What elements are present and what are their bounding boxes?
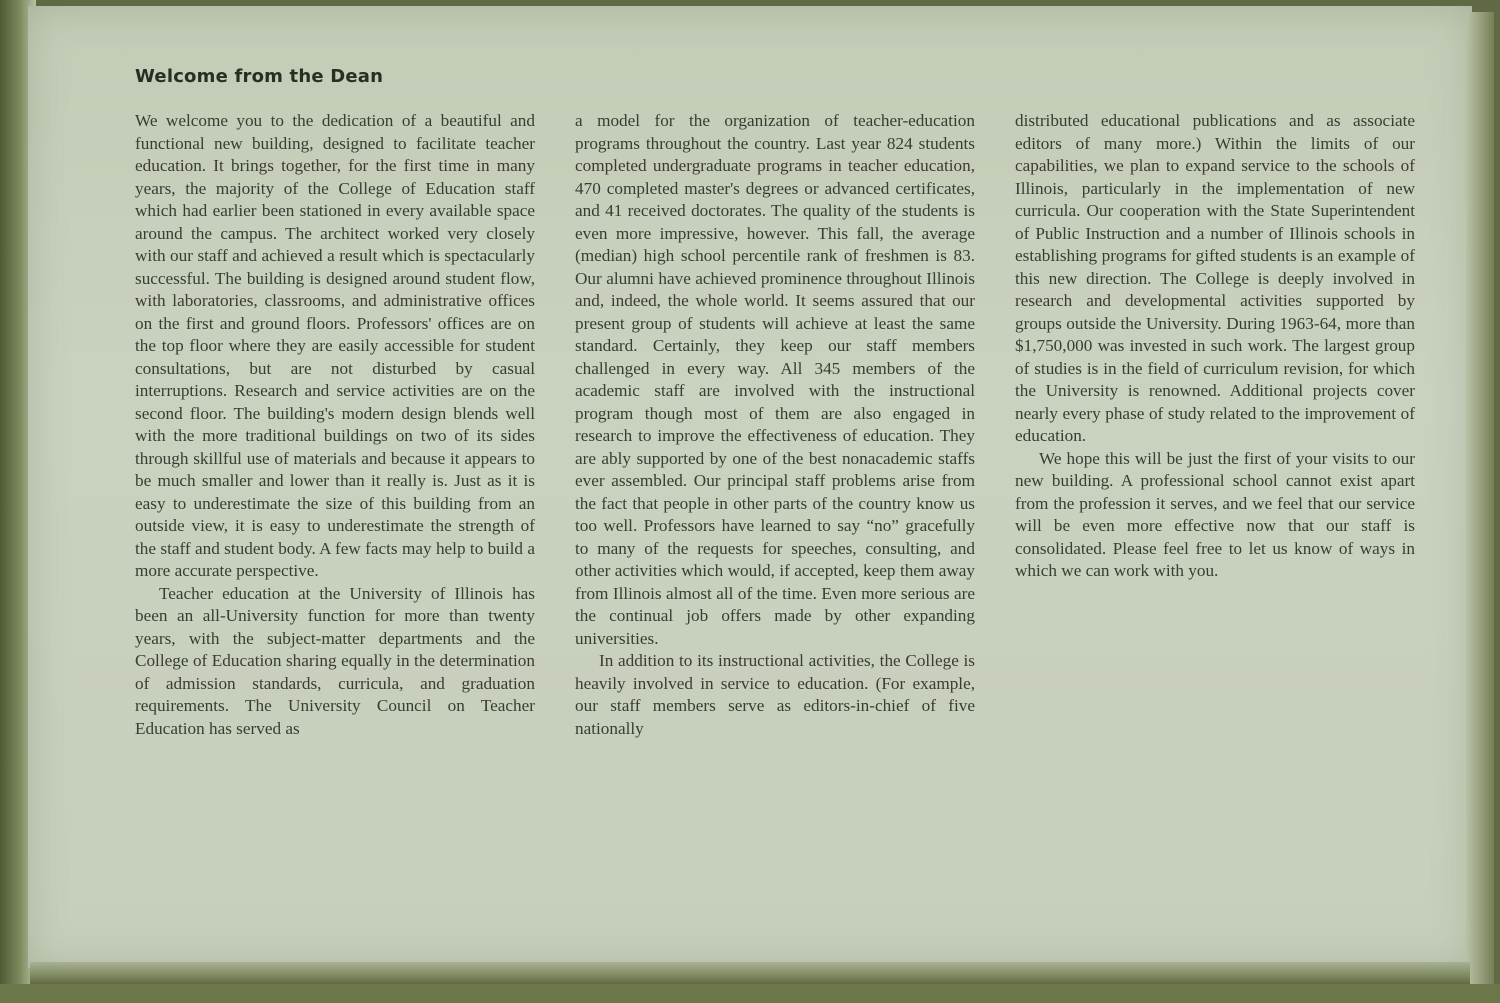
page-edge-right xyxy=(1466,12,1494,984)
text-column-2 xyxy=(575,110,975,740)
paragraph: We welcome you to the dedication of a beautiful and functional new building, designed to facilitate teacher education. It brings together, for the first time in many years, the majority of the College of Education staff which had earlier been stationed in every available space around the campus. The architect worked very closely with our staff and achieved a result which is spectacularly successful. The building is designed around student flow, with laboratories, classrooms, and administrative offices on the first and ground floors. Professors' offices are on the top floor where they are easily accessible for student consultations, but are not disturbed by casual interruptions. Research and service activities are on the second floor. The building's modern design blends well with the more traditional buildings on two of its sides through skillful use of materials and because it appears to be much smaller and lower than it really is. Just as it is easy to underestimate the size of this building from an outside view, it is easy to underestimate the strength of the staff and student body. A few facts may help to build a more accurate perspective. xyxy=(135,111,535,580)
text-column-3 xyxy=(1015,110,1415,583)
paragraph: In addition to its instructional activities, the College is heavily involved in service to education. (For example, our staff members serve as editors-in-chief of five nationally xyxy=(575,651,975,738)
paragraph: Teacher education at the University of Illinois has been an all-University function for more than twenty years, with the subject-matter departments and the College of Education sharing equally in the determination of admission standards, curricula, and graduation requirements. The University Council on Teacher Education has served as xyxy=(135,583,535,738)
text-column-1 xyxy=(135,110,535,740)
paragraph: a model for the organization of teacher-education programs throughout the country. Last year 824 students completed undergraduate programs in teacher education, 470 completed master's degrees or advanced certificates, and 41 received doctorates. The quality of the students is even more impressive, however. This fall, the average (median) high school percentile rank of freshmen is 83. Our alumni have achieved prominence throughout Illinois and, indeed, the whole world. It seems assured that our present group of students will achieve at least the same standard. Certainly, they keep our staff members challenged in every way. All 345 members of the academic staff are involved with the instructional program though most of them are also engaged in research to improve the effectiveness of education. They are ably supported by one of the best nonacademic staffs ever assembled. Our principal staff problems arise from the fact that people in other parts of the country know us too well. Professors have learned to say “no” gracefully to many of the requests for speeches, consulting, and other activities which would, if accepted, keep them away from Illinois almost all of the time. Even more serious are the continual job offers made by other expanding universities. xyxy=(575,111,975,648)
paragraph: distributed educational publications and as associate editors of many more.) Within the limits of our capabilities, we plan to expand service to the schools of Illinois, particularly in the implementation of new curricula. Our cooperation with the State Superintendent of Public Instruction and a number of Illinois schools in establishing programs for gifted students is an example of this new direction. The College is deeply involved in research and developmental activities supported by groups outside the University. During 1963-64, more than $1,750,000 was invested in such work. The largest group of studies is in the field of curriculum revision, for which the University is renowned. Additional projects cover nearly every phase of study related to the improvement of education. xyxy=(1015,111,1415,445)
page-heading: Welcome from the Dean xyxy=(135,66,384,87)
paragraph: We hope this will be just the first of your visits to our new building. A professional school cannot exist apart from the profession it serves, and we feel that our service will be even more effective now that our staff is consolidated. Please feel free to let us know of ways in which we can work with you. xyxy=(1015,448,1415,580)
page-edge-bottom xyxy=(30,962,1470,984)
scanner-bed-strip xyxy=(0,984,1500,1003)
